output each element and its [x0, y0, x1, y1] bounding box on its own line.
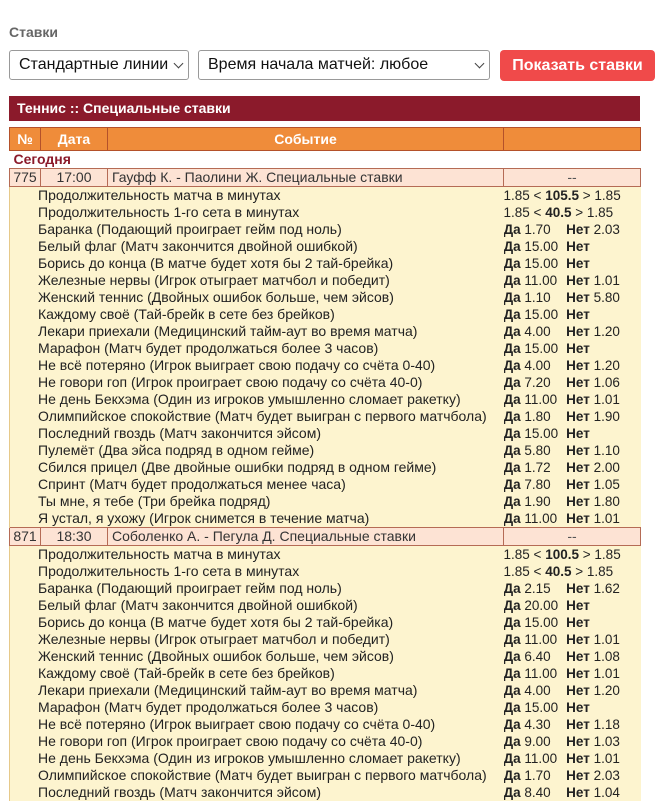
yes-odds[interactable]: 1.72	[524, 460, 551, 475]
no-odds[interactable]: 1.62	[593, 581, 620, 596]
bet-name: Не говори гоп (Игрок проиграет свою подачу со счёта 40-0)	[10, 733, 504, 750]
bet-name: Лекари приехали (Медицинский тайм-аут во время матча)	[10, 323, 504, 340]
bet-name: Каждому своё (Тай-брейк в сете без брейков)	[10, 306, 504, 323]
no-label: Нет	[566, 632, 590, 647]
bet-row	[10, 340, 641, 357]
bet-odds	[504, 204, 641, 221]
table-header	[10, 128, 641, 151]
bet-name: Ты мне, я тебе (Три брейка подряд)	[10, 493, 504, 510]
no-odds[interactable]: 1.10	[593, 443, 620, 458]
bet-row	[10, 699, 641, 716]
yes-label: Да	[503, 239, 521, 254]
yes-label: Да	[503, 649, 521, 664]
total-line: 40.5	[545, 564, 572, 579]
no-odds[interactable]: 2.00	[593, 460, 620, 475]
yes-label: Да	[503, 734, 521, 749]
bet-odds	[504, 750, 641, 767]
no-odds[interactable]: 1.01	[593, 632, 620, 647]
no-label: Нет	[566, 494, 590, 509]
lines-select-value: Стандартные линии	[19, 56, 169, 73]
no-odds[interactable]: 1.06	[593, 375, 620, 390]
bet-odds	[504, 733, 641, 750]
yes-label: Да	[503, 460, 521, 475]
bet-row	[10, 391, 641, 408]
yes-odds[interactable]: 7.80	[524, 477, 551, 492]
yes-odds[interactable]: 4.00	[524, 683, 551, 698]
bet-name: Баранка (Подающий проиграет гейм под ноль)	[10, 221, 504, 238]
bet-row	[10, 476, 641, 493]
no-odds[interactable]: 2.03	[593, 768, 620, 783]
no-odds[interactable]: 1.20	[593, 683, 620, 698]
bet-row	[10, 580, 641, 597]
bet-name: Не всё потеряно (Игрок выиграет свою подачу со счёта 0-40)	[10, 716, 504, 733]
yes-label: Да	[503, 256, 521, 271]
day-label: Сегодня	[10, 151, 641, 169]
yes-odds[interactable]: 4.00	[524, 358, 551, 373]
bet-name: Железные нервы (Игрок отыграет матчбол и победит)	[10, 631, 504, 648]
match-row[interactable]	[10, 169, 641, 187]
bet-row	[10, 272, 641, 289]
yes-label: Да	[503, 511, 521, 526]
no-odds[interactable]: 1.08	[593, 649, 620, 664]
yes-odds[interactable]: 1.70	[524, 768, 551, 783]
no-odds[interactable]: 1.01	[593, 666, 620, 681]
bet-name: Марафон (Матч будет продолжаться более 3 часов)	[10, 699, 504, 716]
yes-label: Да	[503, 324, 521, 339]
no-label: Нет	[566, 700, 590, 715]
bet-name: Продолжительность матча в минутах	[10, 187, 504, 205]
bet-row	[10, 459, 641, 476]
yes-label: Да	[503, 700, 521, 715]
no-label: Нет	[566, 683, 590, 698]
no-odds[interactable]: 1.90	[593, 409, 620, 424]
yes-odds[interactable]: 15.00	[524, 341, 559, 356]
bet-name: Спринт (Матч будет продолжаться менее часа)	[10, 476, 504, 493]
no-label: Нет	[566, 358, 590, 373]
bet-odds	[504, 580, 641, 597]
yes-odds[interactable]: 5.80	[524, 443, 551, 458]
bet-odds	[504, 306, 641, 323]
under-odds[interactable]: 1.85	[503, 547, 530, 562]
bet-row	[10, 784, 641, 801]
yes-label: Да	[503, 392, 521, 407]
bet-row	[10, 682, 641, 699]
bet-name: Баранка (Подающий проиграет гейм под ноль)	[10, 580, 504, 597]
over-sign: >	[575, 205, 584, 220]
col-date[interactable]: Дата	[41, 128, 108, 151]
yes-label: Да	[503, 477, 521, 492]
no-label: Нет	[566, 290, 590, 305]
under-sign: <	[533, 205, 542, 220]
bet-odds	[504, 442, 641, 459]
bet-odds	[504, 546, 641, 564]
no-label: Нет	[566, 256, 590, 271]
bet-odds	[504, 784, 641, 801]
bet-row	[10, 665, 641, 682]
bets-table	[9, 127, 641, 801]
yes-odds[interactable]: 8.40	[524, 785, 551, 800]
bet-name: Не всё потеряно (Игрок выиграет свою подачу со счёта 0-40)	[10, 357, 504, 374]
bet-row	[10, 716, 641, 733]
match-number: 871	[10, 528, 41, 546]
bet-name: Женский теннис (Двойных ошибок больше, чем эйсов)	[10, 289, 504, 306]
no-odds[interactable]: 1.20	[593, 358, 620, 373]
yes-label: Да	[503, 358, 521, 373]
bet-name: Борись до конца (В матче будет хотя бы 2 тай-брейка)	[10, 614, 504, 631]
bet-row	[10, 289, 641, 306]
no-label: Нет	[566, 785, 590, 800]
no-label: Нет	[566, 717, 590, 732]
bet-row	[10, 493, 641, 510]
section-title: Теннис :: Специальные ставки	[9, 96, 640, 121]
day-row	[10, 151, 641, 169]
bet-odds	[504, 614, 641, 631]
yes-odds[interactable]: 15.00	[524, 256, 559, 271]
bet-odds	[504, 340, 641, 357]
yes-odds[interactable]: 15.00	[524, 700, 559, 715]
bet-row	[10, 614, 641, 631]
bet-name: Женский теннис (Двойных ошибок больше, чем эйсов)	[10, 648, 504, 665]
over-odds[interactable]: 1.85	[586, 205, 614, 220]
under-odds[interactable]: 1.85	[503, 564, 530, 579]
no-label: Нет	[566, 615, 590, 630]
bet-odds	[504, 631, 641, 648]
total-line: 100.5	[545, 547, 579, 562]
match-time: 17:00	[41, 169, 108, 187]
bet-row	[10, 750, 641, 767]
bet-odds	[504, 255, 641, 272]
bet-odds	[504, 716, 641, 733]
bet-row	[10, 204, 641, 221]
bet-odds	[504, 374, 641, 391]
yes-label: Да	[503, 768, 521, 783]
start-time-select-value: Время начала матчей: любое	[208, 56, 429, 73]
bet-row	[10, 631, 641, 648]
bet-row	[10, 425, 641, 442]
bet-row	[10, 238, 641, 255]
bet-row	[10, 546, 641, 564]
bet-odds	[504, 493, 641, 510]
bet-odds	[504, 357, 641, 374]
no-label: Нет	[566, 598, 590, 613]
match-row[interactable]	[10, 528, 641, 546]
no-label: Нет	[566, 443, 590, 458]
yes-odds[interactable]: 11.00	[524, 511, 558, 526]
bet-name: Сбился прицел (Две двойные ошибки подряд в одном гейме)	[10, 459, 504, 476]
yes-label: Да	[503, 341, 521, 356]
yes-odds[interactable]: 4.00	[524, 324, 551, 339]
yes-label: Да	[503, 785, 521, 800]
match-title-link[interactable]: Соболенко А. - Пегула Д. Специальные ставки	[108, 528, 504, 546]
bet-name: Я устал, я ухожу (Игрок снимется в течение матча)	[10, 510, 504, 528]
bet-row	[10, 255, 641, 272]
yes-odds[interactable]: 11.00	[524, 751, 558, 766]
yes-odds[interactable]: 9.00	[524, 734, 551, 749]
no-label: Нет	[566, 649, 590, 664]
bet-name: Продолжительность 1-го сета в минутах	[10, 204, 504, 221]
bet-name: Железные нервы (Игрок отыграет матчбол и победит)	[10, 272, 504, 289]
yes-label: Да	[503, 443, 521, 458]
bet-row	[10, 442, 641, 459]
bet-odds	[504, 272, 641, 289]
bet-odds	[504, 425, 641, 442]
no-label: Нет	[566, 392, 590, 407]
yes-label: Да	[503, 273, 521, 288]
under-sign: <	[533, 188, 542, 203]
bet-odds	[504, 767, 641, 784]
bet-name: Продолжительность матча в минутах	[10, 546, 504, 564]
yes-label: Да	[503, 666, 521, 681]
over-sign: >	[582, 188, 591, 203]
yes-label: Да	[503, 375, 521, 390]
no-odds[interactable]: 1.03	[593, 734, 620, 749]
no-odds[interactable]: 1.04	[593, 785, 620, 800]
bet-name: Продолжительность 1-го сета в минутах	[10, 563, 504, 580]
bet-name: Последний гвоздь (Матч закончится эйсом)	[10, 784, 504, 801]
bet-name: Олимпийское спокойствие (Матч будет выигран с первого матчбола)	[10, 767, 504, 784]
no-label: Нет	[566, 324, 590, 339]
yes-odds[interactable]: 11.00	[524, 273, 558, 288]
total-line: 40.5	[545, 205, 572, 220]
yes-odds[interactable]: 1.90	[524, 494, 551, 509]
bet-row	[10, 733, 641, 750]
bet-row	[10, 357, 641, 374]
bet-name: Каждому своё (Тай-брейк в сете без брейков)	[10, 665, 504, 682]
no-label: Нет	[566, 768, 590, 783]
bet-odds	[504, 391, 641, 408]
bet-name: Белый флаг (Матч закончится двойной ошибкой)	[10, 238, 504, 255]
no-odds[interactable]: 1.01	[593, 511, 620, 526]
bet-row	[10, 374, 641, 391]
show-bets-button[interactable]: Показать ставки	[500, 50, 655, 81]
yes-odds[interactable]: 6.40	[524, 649, 551, 664]
bet-row	[10, 563, 641, 580]
bet-odds	[504, 510, 641, 528]
over-sign: >	[575, 564, 584, 579]
no-odds[interactable]: 2.03	[593, 222, 620, 237]
yes-odds[interactable]: 15.00	[524, 307, 559, 322]
bet-row	[10, 306, 641, 323]
no-label: Нет	[566, 375, 590, 390]
bet-name: Последний гвоздь (Матч закончится эйсом)	[10, 425, 504, 442]
chevron-down-icon	[475, 59, 485, 69]
bet-name: Борись до конца (В матче будет хотя бы 2 тай-брейка)	[10, 255, 504, 272]
yes-label: Да	[503, 751, 521, 766]
yes-label: Да	[503, 598, 521, 613]
no-label: Нет	[566, 581, 590, 596]
bet-row	[10, 221, 641, 238]
match-time: 18:30	[41, 528, 108, 546]
col-event[interactable]: Событие	[108, 128, 504, 151]
bet-odds	[504, 699, 641, 716]
yes-label: Да	[503, 494, 521, 509]
no-odds[interactable]: 1.80	[593, 494, 620, 509]
yes-odds[interactable]: 1.10	[524, 290, 551, 305]
yes-label: Да	[503, 290, 521, 305]
yes-odds[interactable]: 1.80	[524, 409, 551, 424]
bet-odds	[504, 597, 641, 614]
no-label: Нет	[566, 477, 590, 492]
bet-name: Пулемёт (Два эйса подряд в одном гейме)	[10, 442, 504, 459]
no-odds[interactable]: 1.05	[593, 477, 620, 492]
over-odds[interactable]: 1.85	[594, 188, 621, 203]
chevron-down-icon	[174, 59, 184, 69]
under-odds[interactable]: 1.85	[503, 188, 530, 203]
bet-name: Марафон (Матч будет продолжаться более 3 часов)	[10, 340, 504, 357]
no-label: Нет	[566, 341, 590, 356]
yes-label: Да	[503, 717, 521, 732]
bet-row	[10, 510, 641, 528]
yes-odds[interactable]: 2.15	[524, 581, 551, 596]
bet-odds	[504, 665, 641, 682]
no-label: Нет	[566, 222, 590, 237]
yes-odds[interactable]: 11.00	[524, 632, 558, 647]
yes-odds[interactable]: 7.20	[524, 375, 551, 390]
yes-odds[interactable]: 20.00	[524, 598, 559, 613]
bet-odds	[504, 221, 641, 238]
bet-odds	[504, 187, 641, 205]
bet-name: Не говори гоп (Игрок проиграет свою подачу со счёта 40-0)	[10, 374, 504, 391]
no-label: Нет	[566, 307, 590, 322]
match-odds-placeholder: --	[504, 169, 641, 187]
over-odds[interactable]: 1.85	[594, 547, 621, 562]
bet-odds	[504, 289, 641, 306]
yes-odds[interactable]: 15.00	[524, 239, 559, 254]
yes-odds[interactable]: 11.00	[524, 392, 558, 407]
yes-label: Да	[503, 426, 521, 441]
yes-label: Да	[503, 409, 521, 424]
total-line: 105.5	[545, 188, 579, 203]
match-odds-placeholder: --	[504, 528, 641, 546]
match-number: 775	[10, 169, 41, 187]
over-odds[interactable]: 1.85	[586, 564, 614, 579]
yes-label: Да	[503, 615, 521, 630]
no-label: Нет	[566, 426, 590, 441]
bet-odds	[504, 476, 641, 493]
no-label: Нет	[566, 273, 590, 288]
start-time-select[interactable]	[198, 50, 490, 80]
lines-select[interactable]	[9, 50, 189, 80]
over-sign: >	[582, 547, 591, 562]
under-sign: <	[533, 547, 542, 562]
yes-label: Да	[503, 222, 521, 237]
yes-label: Да	[503, 632, 521, 647]
bet-odds	[504, 459, 641, 476]
bet-name: Олимпийское спокойствие (Матч будет выигран с первого матчбола)	[10, 408, 504, 425]
page-heading: Ставки	[9, 24, 58, 40]
yes-odds[interactable]: 1.70	[524, 222, 551, 237]
no-odds[interactable]: 5.80	[593, 290, 620, 305]
bet-row	[10, 408, 641, 425]
no-label: Нет	[566, 460, 590, 475]
bet-name: Лекари приехали (Медицинский тайм-аут во время матча)	[10, 682, 504, 699]
no-label: Нет	[566, 751, 590, 766]
col-odds	[504, 128, 641, 151]
col-number[interactable]: №	[10, 128, 41, 151]
no-odds[interactable]: 1.20	[593, 324, 620, 339]
bet-row	[10, 323, 641, 340]
no-label: Нет	[566, 239, 590, 254]
yes-odds[interactable]: 15.00	[524, 426, 559, 441]
bet-name: Белый флаг (Матч закончится двойной ошибкой)	[10, 597, 504, 614]
bet-row	[10, 597, 641, 614]
no-label: Нет	[566, 511, 590, 526]
bet-row	[10, 648, 641, 665]
no-odds[interactable]: 1.18	[593, 717, 620, 732]
match-title-link[interactable]: Гауфф К. - Паолини Ж. Специальные ставки	[108, 169, 504, 187]
bet-name: Не день Бекхэма (Один из игроков умышленно сломает ракетку)	[10, 391, 504, 408]
bet-odds	[504, 563, 641, 580]
no-label: Нет	[566, 734, 590, 749]
bet-name: Не день Бекхэма (Один из игроков умышленно сломает ракетку)	[10, 750, 504, 767]
yes-odds[interactable]: 15.00	[524, 615, 559, 630]
bet-odds	[504, 408, 641, 425]
bet-odds	[504, 238, 641, 255]
no-label: Нет	[566, 409, 590, 424]
no-label: Нет	[566, 666, 590, 681]
bet-row	[10, 187, 641, 205]
no-odds[interactable]: 1.01	[593, 392, 620, 407]
yes-label: Да	[503, 683, 521, 698]
yes-odds[interactable]: 11.00	[524, 666, 558, 681]
no-odds[interactable]: 1.01	[593, 751, 620, 766]
yes-label: Да	[503, 581, 521, 596]
bet-odds	[504, 323, 641, 340]
yes-odds[interactable]: 4.30	[524, 717, 551, 732]
under-odds[interactable]: 1.85	[503, 205, 530, 220]
bet-odds	[504, 648, 641, 665]
bet-row	[10, 767, 641, 784]
no-odds[interactable]: 1.01	[593, 273, 620, 288]
bet-odds	[504, 682, 641, 699]
under-sign: <	[533, 564, 542, 579]
yes-label: Да	[503, 307, 521, 322]
